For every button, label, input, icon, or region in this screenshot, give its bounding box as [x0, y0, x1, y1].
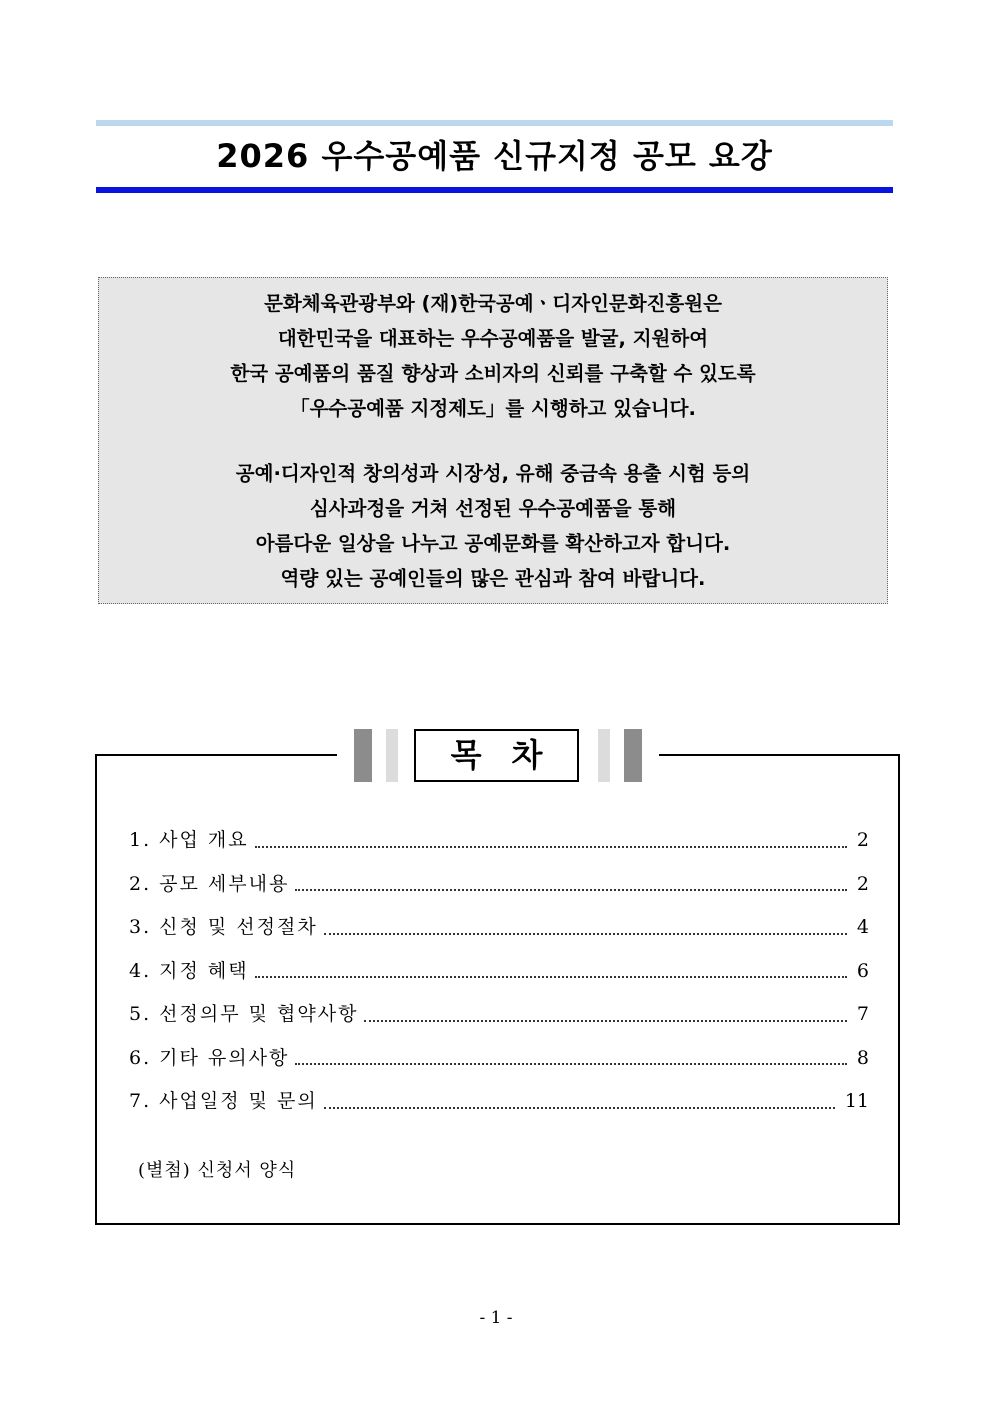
toc-item-label: 1. 사업 개요 — [129, 829, 249, 851]
toc-item-page: 6 — [856, 959, 869, 982]
intro-paragraph-2 — [99, 456, 887, 596]
toc-item-label: 6. 기타 유의사항 — [129, 1046, 290, 1069]
toc-leader-dots — [255, 976, 847, 978]
intro-line: 「우수공예품 지정제도」를 시행하고 있습니다. — [290, 397, 696, 420]
toc-item-page: 4 — [856, 916, 869, 938]
toc-leader-dots — [324, 1107, 835, 1109]
page-number: - 1 - — [479, 1308, 513, 1328]
toc-attachment-note: (별첨) 신청서 양식 — [138, 1160, 297, 1181]
intro-line: 한국 공예품의 품질 향상과 소비자의 신뢰를 구축할 수 있도록 — [230, 362, 756, 385]
toc-item-label: 3. 신청 및 선정절차 — [129, 916, 318, 938]
toc-item[interactable] — [129, 906, 869, 950]
toc-item-label: 7. 사업일정 및 문의 — [129, 1090, 318, 1112]
toc-item-page: 11 — [844, 1090, 869, 1112]
toc-top-rule-right — [659, 754, 900, 756]
toc-leader-dots — [324, 933, 847, 935]
toc-leader-dots — [295, 1063, 847, 1065]
toc-heading-bar-dark — [354, 729, 372, 782]
toc-item[interactable] — [129, 863, 869, 907]
intro-paragraph-1 — [99, 286, 887, 426]
toc-heading-bar-light — [598, 729, 610, 782]
intro-line: 공예·디자인적 창의성과 시장성, 유해 중금속 용출 시험 등의 — [235, 462, 751, 485]
toc-heading-bar-light — [386, 729, 398, 782]
toc-item-page: 8 — [856, 1046, 869, 1069]
intro-line: 심사과정을 거쳐 선정된 우수공예품을 통해 — [309, 497, 677, 520]
toc-item[interactable] — [129, 819, 869, 863]
toc-item-page: 2 — [856, 872, 869, 895]
toc-top-rule-left — [95, 754, 337, 756]
toc-item-label: 5. 선정의무 및 협약사항 — [129, 1003, 359, 1025]
toc-leader-dots — [364, 1020, 846, 1022]
toc-leader-dots — [255, 846, 847, 848]
toc-item[interactable] — [129, 1037, 869, 1081]
toc-item[interactable] — [129, 1080, 869, 1124]
intro-line: 문화체육관광부와 (재)한국공예ㆍ디자인문화진흥원은 — [264, 292, 722, 315]
title-bottom-rule — [96, 187, 893, 193]
document-title: 2026 우수공예품 신규지정 공모 요강 — [216, 137, 773, 175]
toc-item[interactable] — [129, 993, 869, 1037]
intro-line: 역량 있는 공예인들의 많은 관심과 참여 바랍니다. — [280, 567, 706, 590]
intro-line: 아름다운 일상을 나누고 공예문화를 확산하고자 합니다. — [255, 532, 731, 555]
toc-list — [129, 819, 869, 1124]
toc-item-label: 4. 지정 혜택 — [129, 959, 249, 982]
toc-item-page: 2 — [856, 829, 869, 851]
intro-line: 대한민국을 대표하는 우수공예품을 발굴, 지원하여 — [277, 327, 709, 350]
toc-item[interactable] — [129, 950, 869, 994]
intro-box — [98, 277, 888, 604]
toc-item-label: 2. 공모 세부내용 — [129, 872, 290, 895]
toc-heading-bar-dark — [624, 729, 642, 782]
toc-leader-dots — [295, 889, 847, 891]
toc-item-page: 7 — [856, 1003, 869, 1025]
toc-heading: 목차 — [414, 729, 579, 782]
